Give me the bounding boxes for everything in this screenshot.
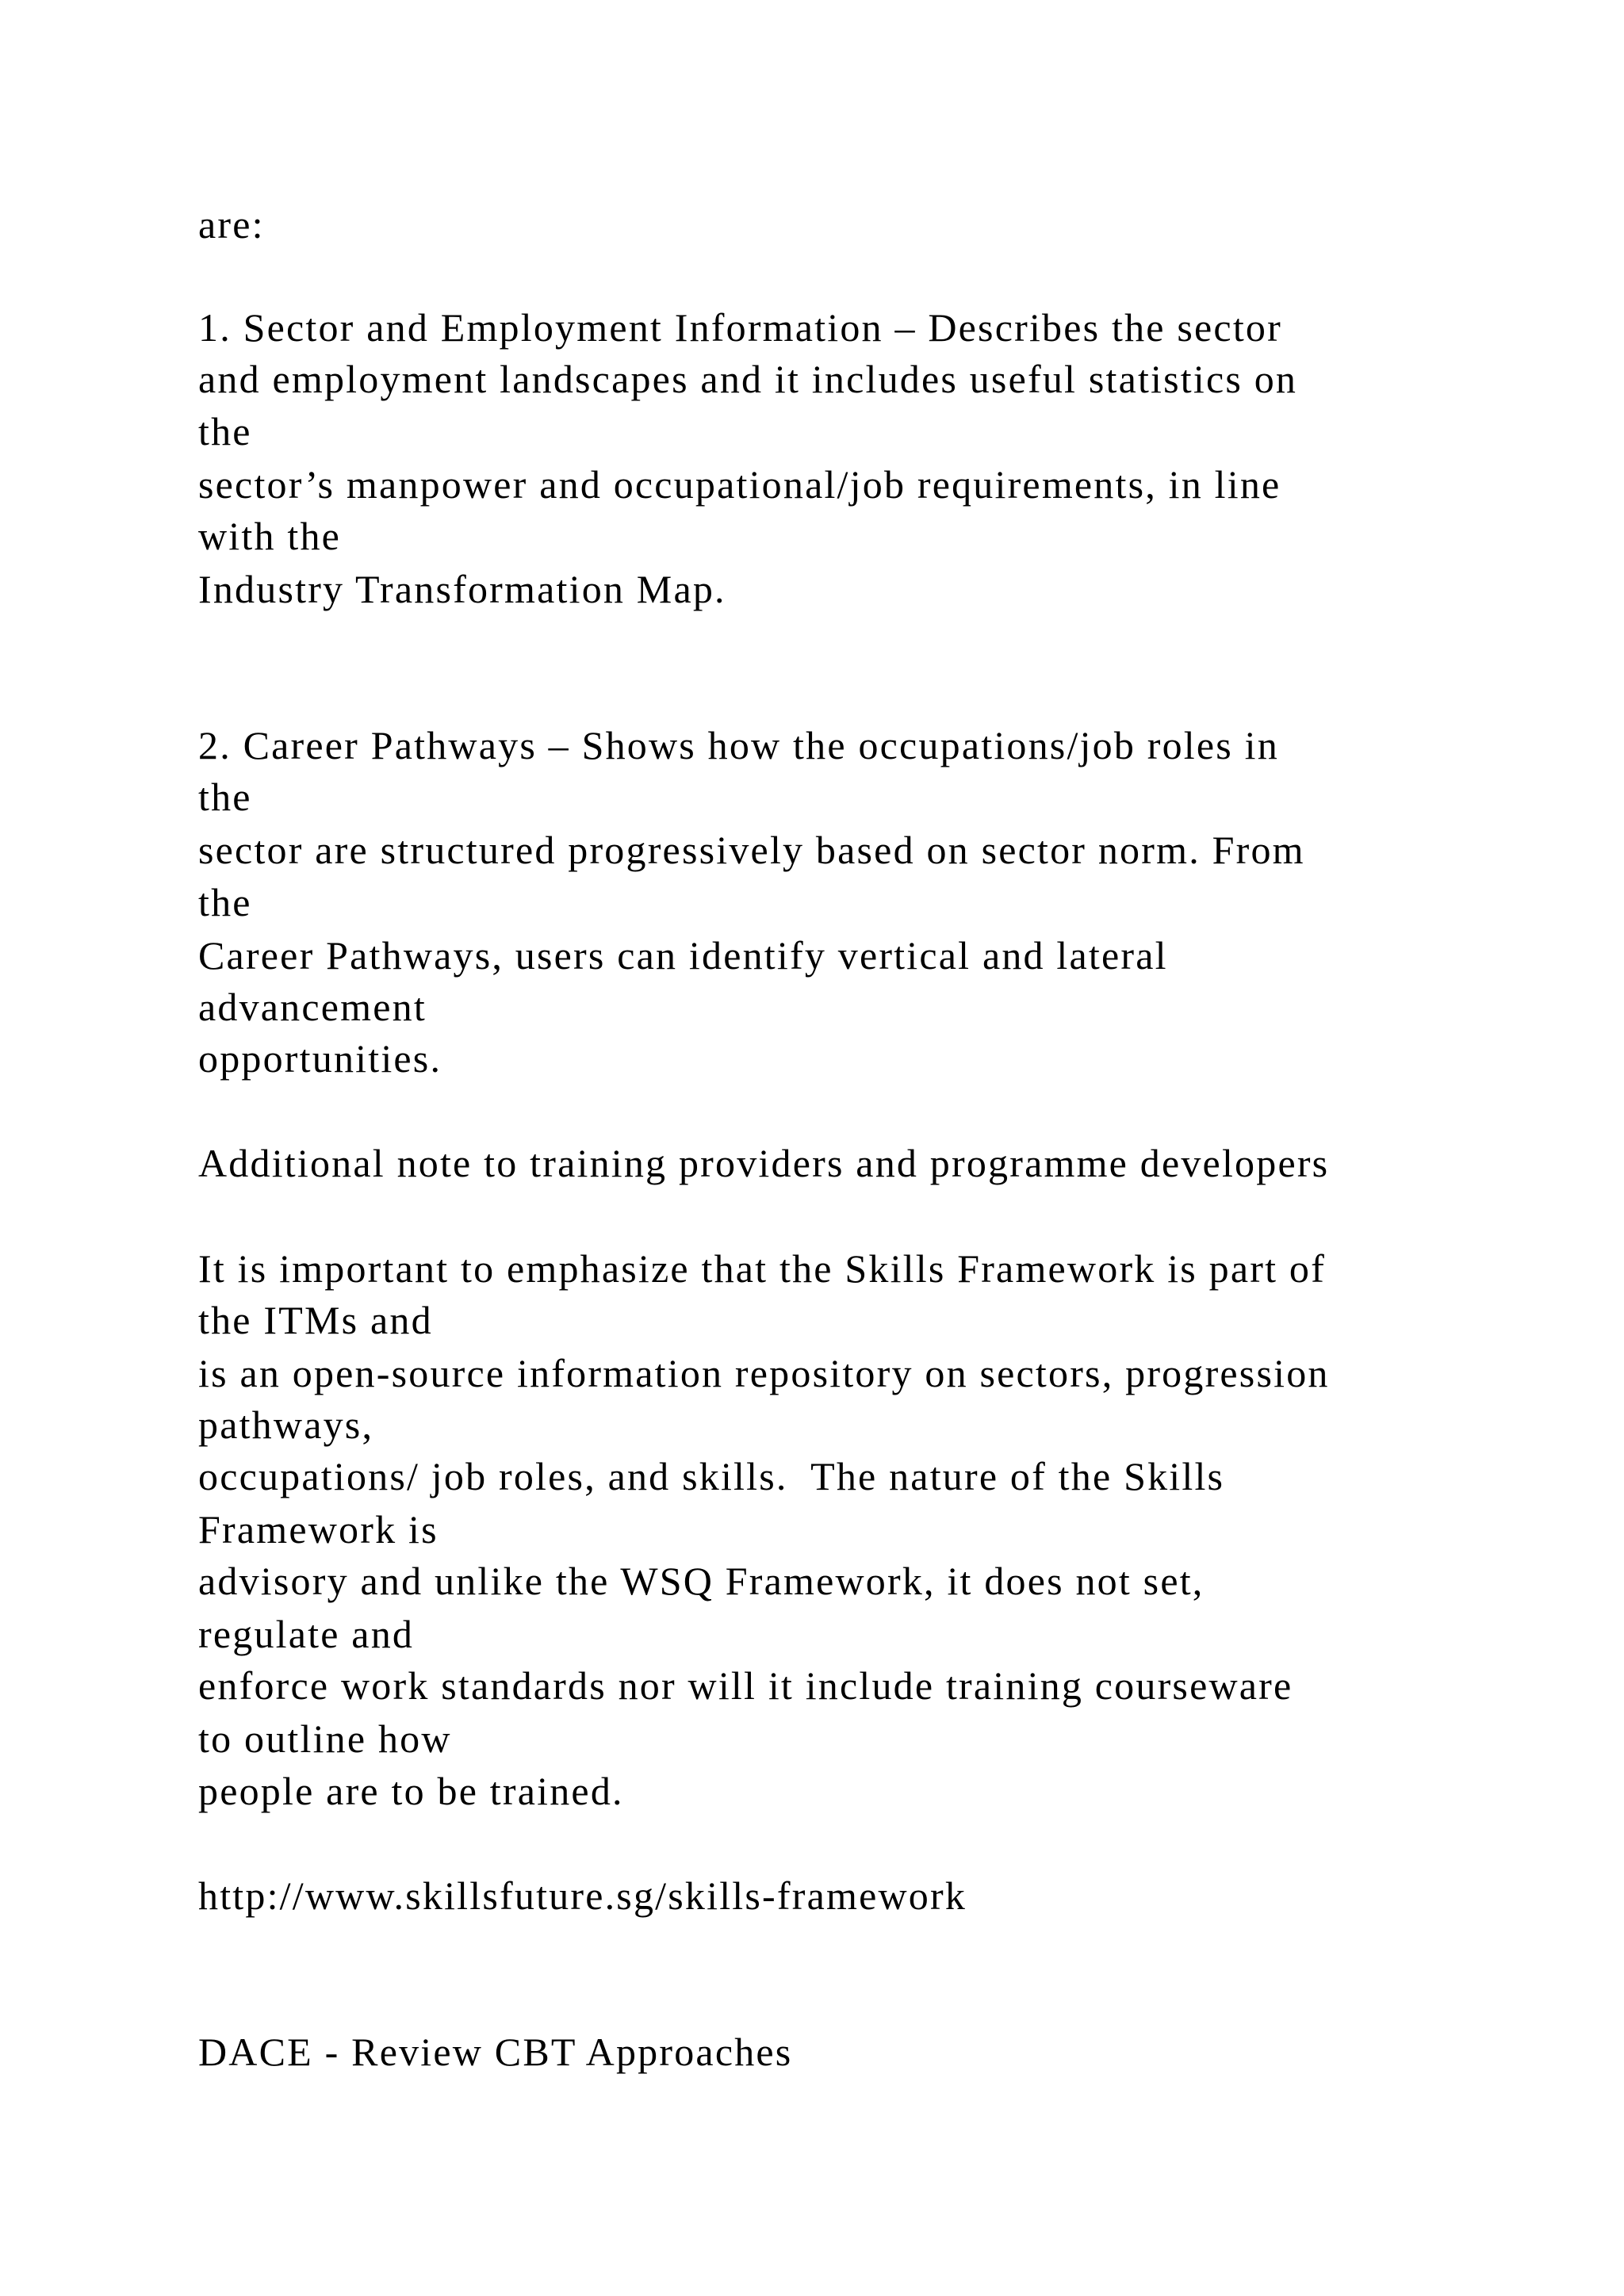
text-line: pathways, xyxy=(198,1402,374,1447)
text-line: people are to be trained. xyxy=(198,1769,624,1813)
text-line: the xyxy=(198,775,252,819)
text-line: and employment landscapes and it includes useful statistics on xyxy=(198,357,1298,401)
text-line: sector are structured progressively based on sector norm. From xyxy=(198,828,1305,872)
text-line: the xyxy=(198,880,252,924)
text-line: sector’s manpower and occupational/job requirements, in line xyxy=(198,462,1281,507)
text-line: 2. Career Pathways – Shows how the occupations/job roles in xyxy=(198,723,1279,767)
text-line: enforce work standards nor will it include training courseware xyxy=(198,1663,1293,1708)
url-text: http://www.skillsfuture.sg/skills-framework xyxy=(198,1873,967,1918)
text-line: Industry Transformation Map. xyxy=(198,567,726,611)
text-line: the ITMs and xyxy=(198,1298,433,1342)
section-heading: Additional note to training providers and programme developers xyxy=(198,1141,1330,1185)
text-line: is an open-source information repository on sectors, progression xyxy=(198,1351,1330,1395)
text-line: to outline how xyxy=(198,1716,452,1761)
text-line: Career Pathways, users can identify vertical and lateral xyxy=(198,933,1168,978)
text-line: the xyxy=(198,409,252,453)
text-line: occupations/ job roles, and skills. The nature of the Skills xyxy=(198,1454,1225,1498)
text-line: with the xyxy=(198,514,342,558)
text-line: advancement xyxy=(198,985,427,1029)
footer-text: DACE - Review CBT Approaches xyxy=(198,2030,793,2074)
text-line: opportunities. xyxy=(198,1036,442,1081)
text-line: regulate and xyxy=(198,1612,415,1656)
text-line: Framework is xyxy=(198,1507,439,1552)
text-line: It is important to emphasize that the Skills Framework is part of xyxy=(198,1246,1326,1291)
text-line: advisory and unlike the WSQ Framework, it does not set, xyxy=(198,1559,1205,1603)
text-line: are: xyxy=(198,202,265,247)
text-line: 1. Sector and Employment Information – Describes the sector xyxy=(198,305,1282,350)
